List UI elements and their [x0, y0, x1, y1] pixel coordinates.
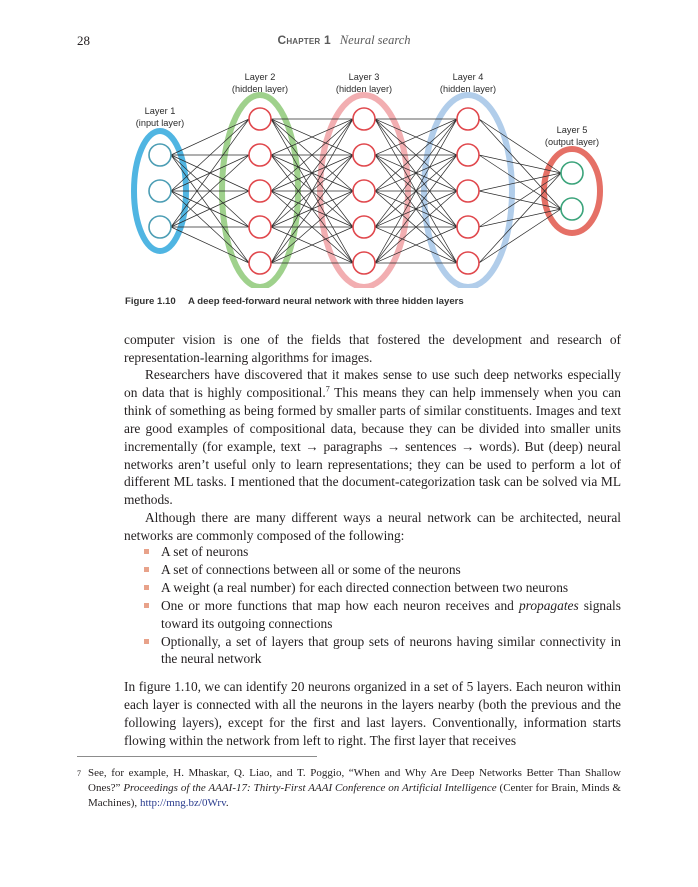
neuron — [249, 144, 271, 166]
neuron — [457, 252, 479, 274]
layer-5-type: (output layer) — [544, 137, 600, 147]
component-list — [144, 543, 621, 668]
neuron — [561, 198, 583, 220]
paragraph-2-rest: This means they can help immensely when you can think of something as being formed by smaller parts of similar constituents. Images and text are good examples of compositional data, because they can be divided into smaller units incrementally (for example, text → paragraphs → sentences → words). But (deep) neural networks aren’t useful only to learn representations; they can be used to perform a lot of different ML tasks. I mentioned that the document-categorization task can be solved via ML methods. — [124, 384, 621, 508]
neuron — [149, 180, 171, 202]
chapter-label: Chapter 1 — [277, 33, 331, 47]
neuron — [353, 252, 375, 274]
neuron — [353, 108, 375, 130]
neuron — [457, 180, 479, 202]
layer-3-label: Layer 3 — [348, 72, 380, 82]
neuron — [149, 144, 171, 166]
bullet-square-icon — [144, 567, 149, 572]
list-item: A set of neurons — [144, 543, 621, 561]
neuron — [249, 108, 271, 130]
neuron — [249, 180, 271, 202]
layer-2-label: Layer 2 — [244, 72, 276, 82]
bullet-square-icon — [144, 639, 149, 644]
footnote-divider — [77, 756, 317, 757]
figure-caption — [125, 296, 464, 307]
list-item: A weight (a real number) for each directed connection between two neurons — [144, 579, 621, 597]
chapter-title: Neural search — [339, 33, 411, 47]
neuron — [457, 108, 479, 130]
connection-edge — [171, 227, 249, 263]
paragraph-4: In figure 1.10, we can identify 20 neurons organized in a set of 5 layers. Each neuron within each layer is connected with all the neurons in the layers nearby (both the previous and the following layers), except for the first and last layers. Conventionally, information starts flowing within the network from left to right. The first layer that receives — [124, 679, 621, 748]
bullet-square-icon — [144, 603, 149, 608]
neuron — [457, 216, 479, 238]
connection-edge — [479, 209, 561, 263]
paragraph-2 — [124, 366, 621, 509]
neuron — [353, 144, 375, 166]
page-number: 28 — [77, 33, 90, 48]
neuron — [353, 180, 375, 202]
bullet-square-icon — [144, 585, 149, 590]
footnote: 7 See, for example, H. Mhaskar, Q. Liao, and T. Poggio, “When and Why Are Deep Networks Better Than Shallow Ones?” Proceedings of the AAAI-17: Thirty-First AAAI Conference on Artificial Intelligence (Center for Brain, Minds & Machines), http://mng.bz/0Wrv. — [77, 767, 621, 809]
layer-1-type: (input layer) — [135, 118, 185, 128]
paragraph-1: computer vision is one of the fields that fostered the development and research of representation-learning algorithms for images. — [124, 332, 621, 365]
footnote-ref-7[interactable]: 7 — [325, 384, 330, 394]
paragraph-2-start: Researchers have discovered that it makes sense to use such deep networks especially on data that is highly compositional. — [124, 367, 621, 400]
running-header — [70, 30, 618, 50]
layer-3-type: (hidden layer) — [335, 84, 393, 94]
neuron — [149, 216, 171, 238]
chapter-heading — [70, 33, 618, 48]
layer-2-type: (hidden layer) — [231, 84, 289, 94]
neuron — [353, 216, 375, 238]
figure-caption-number: Figure 1.10 — [125, 296, 176, 307]
neuron — [561, 162, 583, 184]
layer-5-label: Layer 5 — [556, 125, 588, 135]
list-item: Optionally, a set of layers that group sets of neurons having similar connectivity in the neural network — [144, 633, 621, 669]
connection-edge — [479, 173, 561, 191]
neuron — [249, 252, 271, 274]
layer-4-type: (hidden layer) — [439, 84, 497, 94]
list-item: A set of connections between all or some of the neurons — [144, 561, 621, 579]
figure-caption-text: A deep feed-forward neural network with three hidden layers — [187, 296, 464, 307]
paragraph-3: Although there are many different ways a neural network can be architected, neural networks are commonly composed of the following: — [124, 510, 621, 543]
layer-4-label: Layer 4 — [452, 72, 484, 82]
neuron — [457, 144, 479, 166]
list-item: One or more functions that map how each neuron receives and propagates signals toward its outgoing connections — [144, 597, 621, 633]
bullet-square-icon — [144, 549, 149, 554]
footnote-mark: 7 — [77, 769, 81, 778]
neural-network-figure — [118, 68, 608, 288]
layer-1-label: Layer 1 — [144, 106, 176, 116]
footnote-link[interactable]: http://mng.bz/0Wrv — [139, 797, 226, 809]
neuron — [249, 216, 271, 238]
